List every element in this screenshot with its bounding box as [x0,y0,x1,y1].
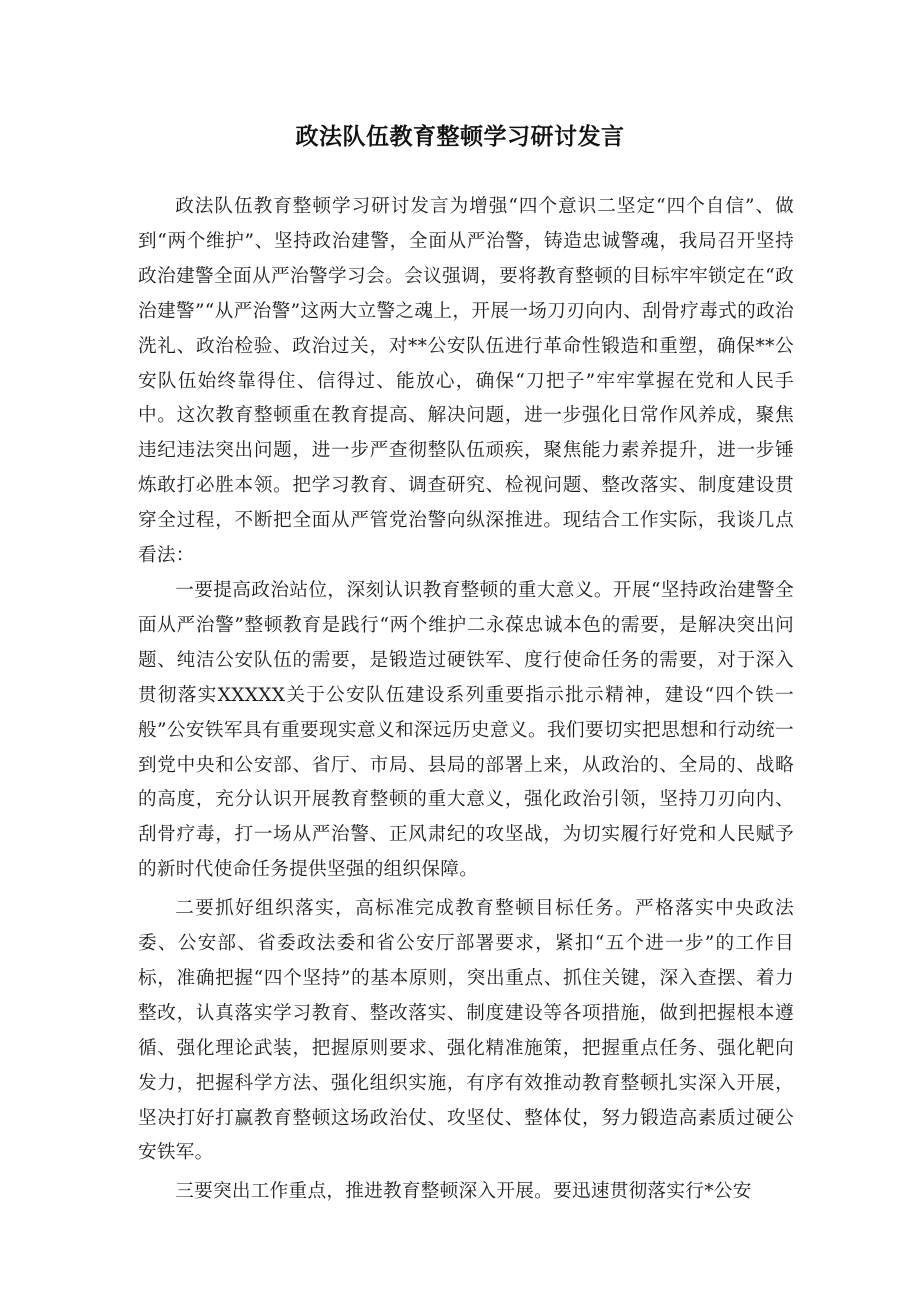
document-title: 政法队伍教育整顿学习研讨发言 [295,124,625,150]
paragraph-intro: 政法队伍教育整顿学习研讨发言为增强“四个意识二坚定“四个自信”、做到“两个维护”、坚持政治建警，全面从严治警，铸造忠诚警魂，我局召开坚持政治建警全面从严治警学习会。会议强调，要将教育整顿的目标牢牢锁定在“政治建警”“从严治警”这两大立警之魂上，开展一场刀刃向内、刮骨疗毒式的政治洗礼、政治检验、政治过关，对**公安队伍进行革命性锻造和重塑，确保**公安队伍始终靠得住、信得过、能放心，确保“刀把子”牢牢掌握在党和人民手中。这次教育整顿重在教育提高、解决问题，进一步强化日常作风养成，聚焦违纪违法突出问题，进一步严查彻整队伍顽疾，聚焦能力素养提升，进一步锤炼敢打必胜本领。把学习教育、调查研究、检视问题、整改落实、制度建设贯穿全过程，不断把全面从严管党治警向纵深推进。现结合工作实际，我谈几点看法： [138,196,794,567]
paragraph-point-one: 一要提高政治站位，深刻认识教育整顿的重大意义。开展“坚持政治建警全面从严治警”整顿教育是践行“两个维护二永葆忠诚本色的需要，是解决突出问题、纯洁公安队伍的需要，是锻造过硬铁军、度行使命任务的需要，对于深入贯彻落实XXXXX关于公安队伍建设系列重要指示批示精神，建设“四个铁一般”公安铁军具有重要现实意义和深远历史意义。我们要切实把思想和行动统一到党中央和公安部、省厅、市局、县局的部署上来，从政治的、全局的、战略的高度，充分认识开展教育整顿的重大意义，强化政治引领，坚持刀刃向内、刮骨疗毒，打一场从严治警、正风肃纪的攻坚战，为切实履行好党和人民赋予的新时代使命任务提供坚强的组织保障。 [138,579,794,881]
document-body [138,190,794,1210]
paragraph-point-two: 二要抓好组织落实，高标准完成教育整顿目标任务。严格落实中央政法委、公安部、省委政法委和省公安厅部署要求，紧扣“五个进一步”的工作目标，准确把握“四个坚持”的基本原则，突出重点、抓住关键，深入查摆、着力整改，认真落实学习教育、整改落实、制度建设等各项措施，做到把握根本遵循、强化理论武装，把握原则要求、强化精准施策，把握重点任务、强化靶向发力，把握科学方法、强化组织实施，有序有效推动教育整顿扎实深入开展，坚决打好打赢教育整顿这场政治仗、攻坚仗、整体仗，努力锻造高素质过硬公安铁军。 [138,898,794,1164]
paragraph-point-three: 三要突出工作重点，推进教育整顿深入开展。要迅速贯彻落实行*公安 [175,1181,752,1203]
